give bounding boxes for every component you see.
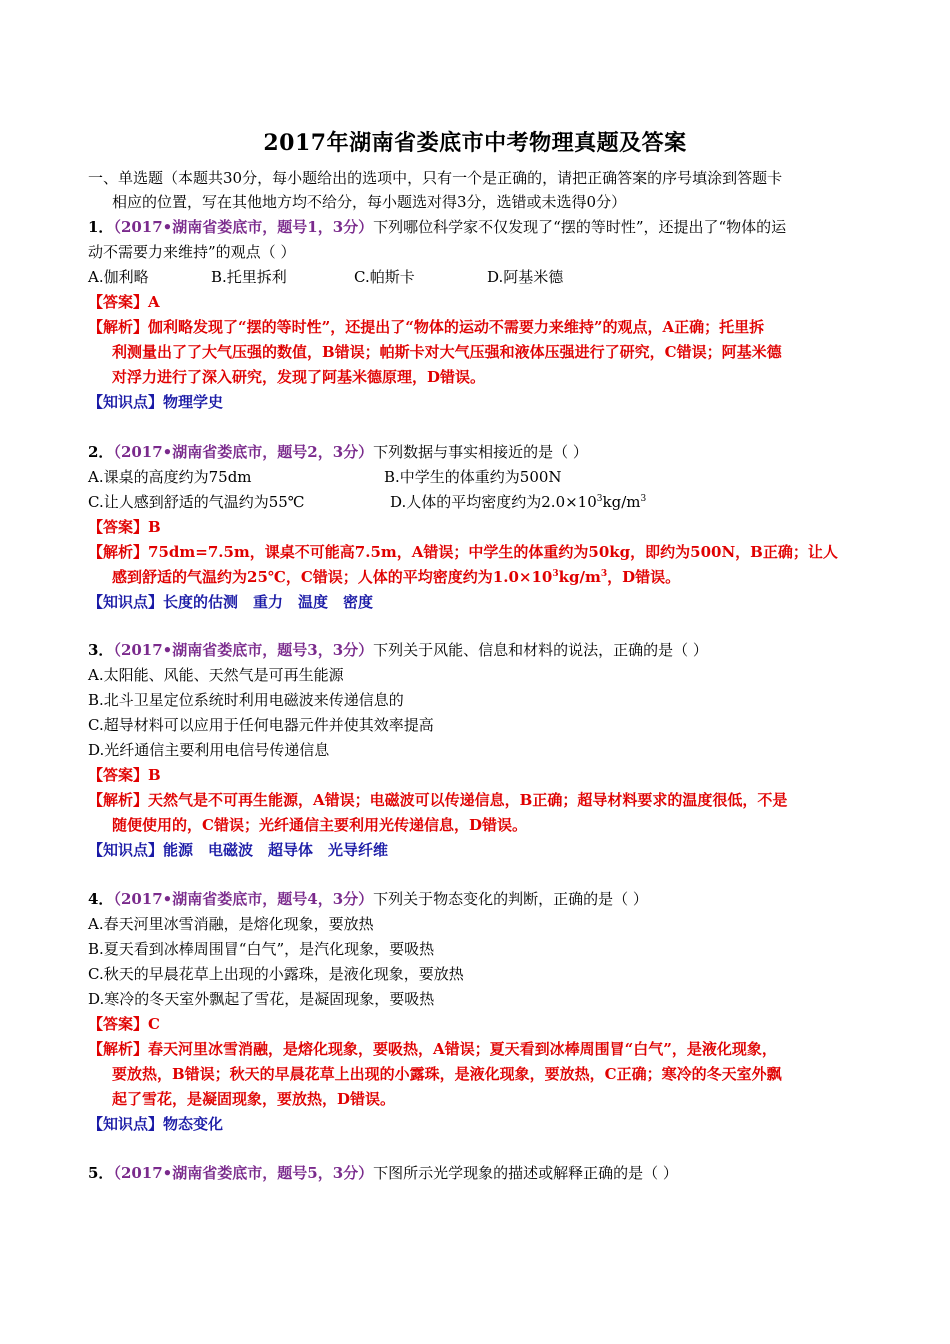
- answer-value: A: [148, 293, 160, 311]
- question-3-analysis-line2: 随便使用的，C错误；光纤通信主要利用光传递信息，D错误。: [112, 816, 527, 834]
- answer-label: 【答案】: [88, 293, 149, 311]
- question-1-answer: [88, 290, 160, 314]
- question-1-analysis-line3: 对浮力进行了深入研究，发现了阿基米德原理，D错误。: [112, 368, 486, 386]
- question-source: （2017•湖南省娄底市，题号2，3分）: [113, 443, 374, 461]
- question-source: （2017•湖南省娄底市，题号3，3分）: [113, 641, 374, 659]
- analysis-label: 【解析】: [88, 543, 149, 561]
- answer-value: B: [148, 518, 161, 536]
- question-text: 下列关于风能、信息和材料的说法，正确的是（ ）: [373, 641, 708, 659]
- question-2-options-row1: [88, 465, 562, 489]
- option-c: C.帕斯卡: [354, 268, 415, 286]
- question-number: 5．: [88, 1164, 114, 1182]
- option-d: D.寒冷的冬天室外飘起了雪花，是凝固现象，要吸热: [88, 990, 435, 1008]
- option-d: D.人体的平均密度约为$2.0\times 10^3kg/m^3$: [390, 493, 647, 511]
- answer-value: C: [148, 1015, 160, 1033]
- question-3-stem: [88, 638, 708, 662]
- section-header-line2: 相应的位置，写在其他地方均不给分，每小题选对得3分，选错或未选得0分）: [112, 193, 627, 211]
- option-a: A.课桌的高度约为75dm: [88, 468, 252, 486]
- question-number: 3．: [88, 641, 114, 659]
- analysis-label: 【解析】: [88, 791, 149, 809]
- question-1-knowledge: [88, 390, 223, 414]
- question-text: 下图所示光学现象的描述或解释正确的是（ ）: [373, 1164, 678, 1182]
- knowledge-text: 物态变化: [163, 1115, 224, 1133]
- question-text: 下列数据与事实相接近的是（ ）: [373, 443, 588, 461]
- page-title: 2017年湖南省娄底市中考物理真题及答案: [263, 130, 687, 156]
- question-1-stem: [88, 215, 786, 239]
- option-c: C.超导材料可以应用于任何电器元件并使其效率提高: [88, 716, 434, 734]
- analysis-label: 【解析】: [88, 318, 149, 336]
- option-b: B.夏天看到冰棒周围冒“白气”，是汽化现象，要吸热: [88, 940, 435, 958]
- question-4-stem: [88, 887, 648, 911]
- option-a: A.太阳能、风能、天然气是可再生能源: [88, 666, 344, 684]
- question-source: （2017•湖南省娄底市，题号4，3分）: [113, 890, 374, 908]
- analysis-label: 【解析】: [88, 1040, 149, 1058]
- knowledge-label: 【知识点】: [88, 841, 164, 859]
- option-d: D.阿基米德: [487, 268, 564, 286]
- option-a: A.春天河里冰雪消融，是熔化现象，要放热: [88, 915, 374, 933]
- question-1-analysis-line2: 利测量出了了大气压强的数值，B错误；帕斯卡对大气压强和液体压强进行了研究，C错误；阿基米德: [112, 343, 782, 361]
- question-1-stem-cont: 动不需要力来维持”的观点（ ）: [88, 243, 296, 261]
- question-2-options-row2: [88, 490, 646, 514]
- knowledge-label: 【知识点】: [88, 393, 164, 411]
- question-3-knowledge: [88, 838, 388, 862]
- question-number: 2．: [88, 443, 114, 461]
- option-c: C.让人感到舒适的气温约为55℃: [88, 493, 305, 511]
- question-2-stem: [88, 440, 588, 464]
- knowledge-text: 物理学史: [163, 393, 224, 411]
- knowledge-text: 能源 电磁波 超导体 光导纤维: [163, 841, 389, 859]
- question-2-analysis: [88, 540, 838, 564]
- answer-label: 【答案】: [88, 766, 149, 784]
- analysis-text: 春天河里冰雪消融，是熔化现象，要吸热，A错误；夏天看到冰棒周围冒“白气”，是液化现象，: [148, 1040, 777, 1058]
- knowledge-label: 【知识点】: [88, 593, 164, 611]
- question-4-answer: [88, 1012, 160, 1036]
- answer-value: B: [148, 766, 161, 784]
- option-a: A.伽利略: [88, 268, 149, 286]
- question-text: 下列哪位科学家不仅发现了“摆的等时性”，还提出了“物体的运: [373, 218, 787, 236]
- option-b: B.北斗卫星定位系统时利用电磁波来传递信息的: [88, 691, 404, 709]
- knowledge-text: 长度的估测 重力 温度 密度: [163, 593, 374, 611]
- question-2-analysis-line2: 感到舒适的气温约为25℃，C错误；人体的平均密度约为$1.0\times 10^3kg/m^3$，D错误。: [112, 568, 681, 586]
- question-text: 下列关于物态变化的判断，正确的是（ ）: [373, 890, 648, 908]
- question-1-analysis: [88, 315, 764, 339]
- answer-label: 【答案】: [88, 518, 149, 536]
- answer-label: 【答案】: [88, 1015, 149, 1033]
- question-4-analysis: [88, 1037, 777, 1061]
- option-d: D.光纤通信主要利用电信号传递信息: [88, 741, 330, 759]
- question-2-knowledge: [88, 590, 373, 614]
- analysis-text: 75dm=7.5m，课桌不可能高7.5m，A错误；中学生的体重约为50kg，即约为500N，B正确；让人: [148, 543, 838, 561]
- question-5-stem: [88, 1161, 678, 1185]
- question-3-analysis: [88, 788, 787, 812]
- question-4-knowledge: [88, 1112, 223, 1136]
- question-3-answer: [88, 763, 161, 787]
- question-1-options: [88, 265, 563, 289]
- question-4-analysis-line2: 要放热，B错误；秋天的早晨花草上出现的小露珠，是液化现象，要放热，C正确；寒冷的冬天室外飘: [112, 1065, 782, 1083]
- question-source: （2017•湖南省娄底市，题号1，3分）: [113, 218, 374, 236]
- option-b: B.托里拆利: [211, 268, 287, 286]
- section-header-line1: 一、单选题（本题共30分，每小题给出的选项中，只有一个是正确的，请把正确答案的序号填涂到答题卡: [88, 169, 783, 187]
- option-c: C.秋天的早晨花草上出现的小露珠，是液化现象，要放热: [88, 965, 464, 983]
- question-4-analysis-line3: 起了雪花，是凝固现象，要放热，D错误。: [112, 1090, 396, 1108]
- option-b: B.中学生的体重约为500N: [384, 468, 562, 486]
- knowledge-label: 【知识点】: [88, 1115, 164, 1133]
- analysis-text: 天然气是不可再生能源，A错误；电磁波可以传递信息，B正确；超导材料要求的温度很低，不是: [148, 791, 788, 809]
- question-number: 4．: [88, 890, 114, 908]
- question-number: 1．: [88, 218, 114, 236]
- question-source: （2017•湖南省娄底市，题号5，3分）: [113, 1164, 374, 1182]
- question-2-answer: [88, 515, 161, 539]
- analysis-text: 伽利略发现了“摆的等时性”，还提出了“物体的运动不需要力来维持”的观点，A正确；托里拆: [148, 318, 765, 336]
